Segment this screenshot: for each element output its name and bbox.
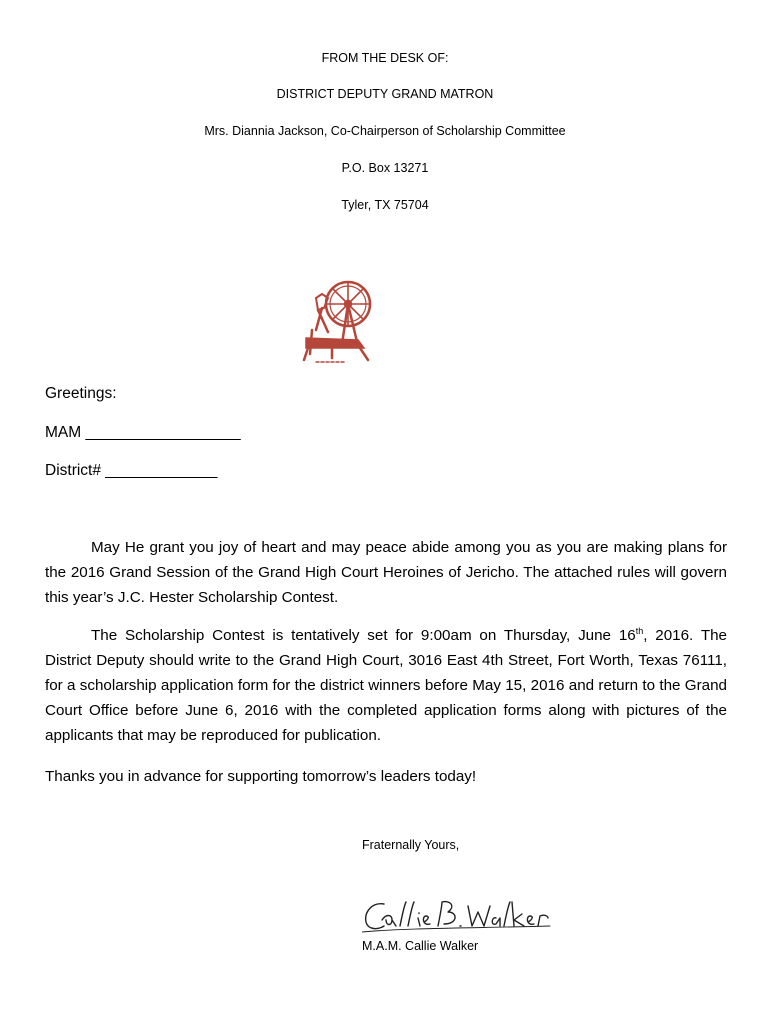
- paragraph-2-text-end: , 2016. The District Deputy should write to the Grand High Court, 3016 East 4th Street, Fort Worth, Texas 76111, for a scholarship application form for the district winners before May 15, 2016 and return to the Grand Court Office before June 6, 2016 with the completed application forms along with pictures of the applicants that may be reproduced for publication.: [45, 627, 727, 744]
- handwritten-signature: [362, 898, 552, 938]
- salutation: Greetings:: [45, 385, 117, 402]
- signer-name: M.A.M. Callie Walker: [362, 939, 479, 953]
- spinning-wheel-icon: [298, 268, 378, 364]
- valediction: Fraternally Yours,: [362, 838, 460, 852]
- mam-field: MAM __________________: [45, 424, 241, 441]
- body-paragraph-2: [45, 623, 727, 748]
- letterhead-from-line: FROM THE DESK OF:: [321, 51, 449, 65]
- letterhead-title: DISTRICT DEPUTY GRAND MATRON: [276, 87, 494, 101]
- letterhead-name: Mrs. Diannia Jackson, Co-Chairperson of Scholarship Committee: [204, 124, 566, 138]
- district-field: District# _____________: [45, 462, 218, 479]
- paragraph-2-text-start: The Scholarship Contest is tentatively set for 9:00am on Thursday, June 16: [91, 627, 636, 644]
- paragraph-1-text: May He grant you joy of heart and may peace abide among you as you are making plans for the 2016 Grand Session of the Grand High Court Heroines of Jericho. The attached rules will govern this year’s J.C. Hester Scholarship Contest.: [45, 539, 727, 606]
- ordinal-suffix: th: [635, 625, 644, 636]
- body-paragraph-3: Thanks you in advance for supporting tomorrow’s leaders today!: [45, 768, 477, 785]
- body-paragraph-1: [45, 535, 727, 610]
- letterhead-city: Tyler, TX 75704: [341, 198, 429, 212]
- letterhead-po-box: P.O. Box 13271: [341, 161, 429, 175]
